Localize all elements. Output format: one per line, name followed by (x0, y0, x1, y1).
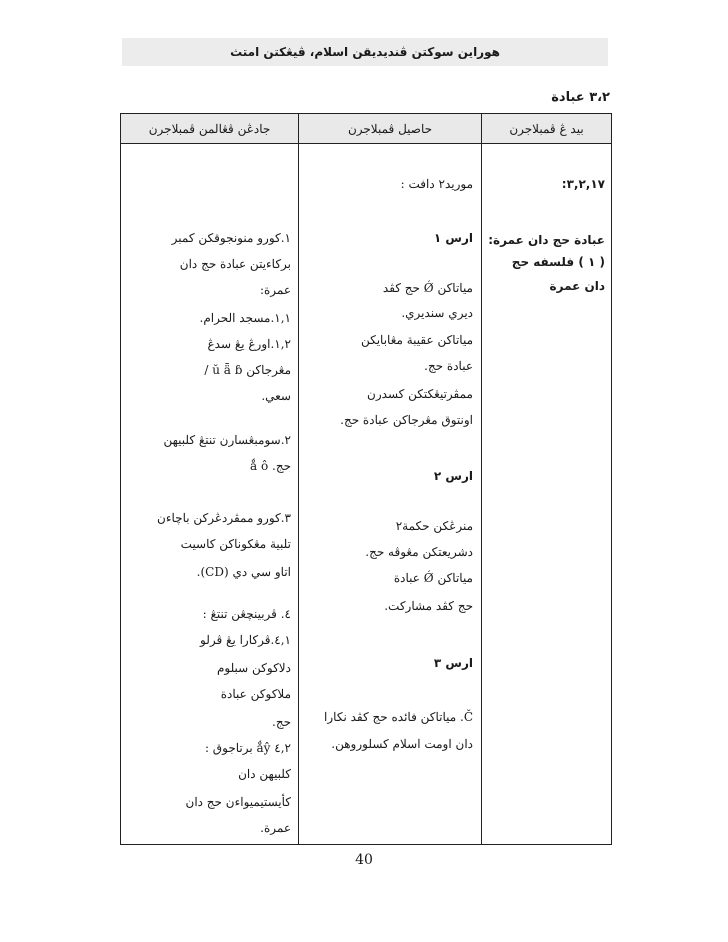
list-item: Č. مياتاكن فائده حج كڤد نكارا (324, 710, 473, 724)
header-learning-area: بيد ڠ ڤمبلاجرن (509, 122, 584, 136)
list-item: مياتاكن عقيبة مڠابايكن (360, 333, 473, 347)
subtopic-line-2: دان عمرة (549, 279, 605, 293)
list-item: عمرة. (260, 821, 291, 835)
list-item: ١.كورو منونجوقكن كمبر (171, 231, 291, 245)
running-header-text: هوراين سوكتن ڤنديديقن اسلام، ڤيڠكتن امتث (230, 45, 500, 59)
level-heading: ارس ٢ (433, 469, 473, 483)
list-item: حج كڤد مشاركت. (384, 599, 473, 613)
lesson-table (120, 113, 612, 845)
list-item: حج. ǻ ô (250, 459, 291, 473)
list-item: كأيستيميواءن حج دان (185, 795, 291, 809)
list-item: موريد٢ دافت : (400, 177, 473, 191)
list-item: ٤,١.ڤركارا يڠ ڤرلو (200, 633, 291, 647)
list-item: دان اومت اسلام كسلوروهن. (331, 737, 473, 751)
list-item: مياتاكن Ǿ عبادة (393, 571, 473, 585)
section-title: ٣،٢ عبادة (551, 90, 610, 105)
list-item: ٢.سومبڠسارن تنتڠ كلبيهن (163, 433, 291, 447)
list-item: حج. (272, 715, 291, 729)
header-learning-experiences: جادڠن ڤڠالمن ڤمبلاجرن (148, 122, 271, 136)
column-divider (298, 114, 299, 844)
list-item: عبادة حج. (424, 359, 473, 373)
running-header (122, 38, 608, 66)
list-item: تلبية مڠكوناكن كاسيت (180, 537, 291, 551)
list-item: ١,٢.اورڠ يڠ سدڠ (207, 337, 291, 351)
topic-title: عبادة حج دان عمرة: (488, 233, 605, 247)
list-item: ٣.كورو ممڤردڠركن باچاءن (157, 511, 291, 525)
list-item: منرڠكن حكمة٢ (395, 519, 473, 533)
list-item: مڠرجاكن ŭ ǟ ɓ / (204, 363, 291, 377)
list-item: دلاكوكن سبلوم (216, 661, 291, 675)
list-item: مياتاكن Ǿ حج كڤد (382, 281, 473, 295)
list-item: ٤. ڤربينچڠن تنتڠ : (202, 607, 291, 621)
level-heading: ارس ١ (433, 231, 473, 245)
page-number: 40 (355, 852, 373, 868)
subtopic-line-1: ( ١ ) فلسفه حج (511, 255, 605, 269)
column-learning-outcomes (301, 114, 473, 814)
list-item: ديري سنديري. (401, 306, 473, 320)
list-item: عمرة: (259, 283, 291, 297)
list-item: اتاو سي دي (CD). (196, 565, 291, 579)
list-item: ١,١.مسجد الحرام. (199, 311, 291, 325)
list-item: ٤,٢ ǻŷ برتاجوق : (204, 741, 291, 755)
list-item: ممڤرتيڠكتكن كسدرن (367, 387, 473, 401)
column-learning-area (483, 114, 605, 814)
topic-code: ٣,٢,١٧: (561, 177, 605, 191)
list-item: ملاكوكن عبادة (220, 687, 291, 701)
list-item: سعي. (261, 389, 291, 403)
column-divider (481, 114, 482, 844)
list-item: بركاءيتن عبادة حج دان (179, 257, 291, 271)
list-item: دشريعتكن مڠوڤه حج. (365, 545, 473, 559)
list-item: كلبيهن دان (238, 767, 291, 781)
level-heading: ارس ٣ (433, 656, 473, 670)
header-learning-outcomes: حاصيل ڤمبلاجرن (347, 122, 433, 136)
list-item: اونتوق مڠرجاكن عبادة حج. (340, 413, 473, 427)
column-learning-experiences (121, 114, 291, 835)
